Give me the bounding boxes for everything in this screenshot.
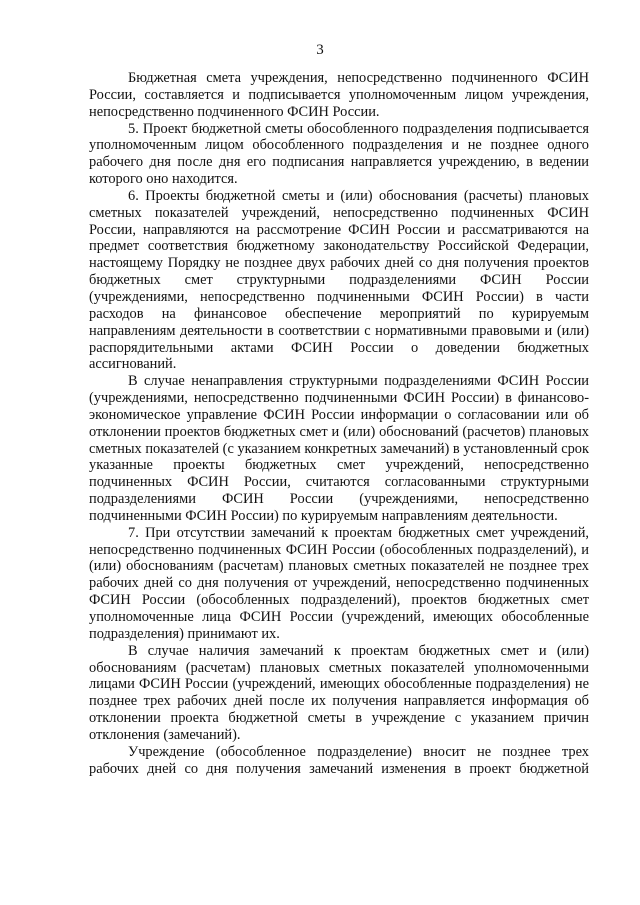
- paragraph-remarks-case: В случае наличия замечаний к проектам бюджетных смет и (или) обоснованиям (расчетам) плановых сметных показателей уполномоченными лицами ФСИН России (учреждений, имеющих обособленные подразделения) не позднее трех рабочих дней после их получения направляется информация об отклонении проекта бюджетной сметы в учреждение с указанием причин отклонения (замечаний).: [89, 642, 589, 743]
- paragraph-item-5: 5. Проект бюджетной сметы обособленного подразделения подписывается уполномоченным лицом обособленного подразделения и не позднее одного рабочего дня после дня его подписания направляется учреждению, в ведении которого оно находится.: [89, 120, 589, 188]
- page-number: 3: [316, 42, 324, 58]
- paragraph-item-6: 6. Проекты бюджетной сметы и (или) обоснования (расчеты) плановых сметных показателей учреждений, непосредственно подчиненных ФСИН России, направляются на рассмотрение ФСИН России и рассматриваются на предмет соответствия бюджетному законодательству Российской Федерации, настоящему Порядку не позднее двух рабочих дней со дня получения проектов бюджетных смет структурными подразделениями ФСИН России (учреждениями, непосредственно подчиненными ФСИН России) в части расходов на финансовое обеспечение мероприятий по курируемым направлениям деятельности в соответствии с нормативными правовыми и (или) распорядительными актами ФСИН России о доведении бюджетных ассигнований.: [89, 187, 589, 373]
- paragraph-institution-changes: Учреждение (обособленное подразделение) вносит не позднее трех рабочих дней со дня получения замечаний изменения в проект бюджетной: [89, 743, 589, 777]
- paragraph-non-submission-case: В случае ненаправления структурными подразделениями ФСИН России (учреждениями, непосредственно подчиненными ФСИН России) в финансово-экономическое управление ФСИН России информации о согласовании или об отклонении проектов бюджетных смет и (или) обоснований (расчетов) плановых сметных показателей (с указанием конкретных замечаний) в установленный срок указанные проекты бюджетных смет учреждений, непосредственно подчиненных ФСИН России, считаются согласованными структурными подразделениями ФСИН России (учреждениями, непосредственно подчиненными ФСИН России) по курируемым направлениям деятельности.: [89, 373, 589, 524]
- paragraph-budget-estimate-signing: Бюджетная смета учреждения, непосредственно подчиненного ФСИН России, составляется и подписывается уполномоченным лицом учреждения, непосредственно подчиненного ФСИН России.: [89, 70, 589, 120]
- paragraph-item-7: 7. При отсутствии замечаний к проектам бюджетных смет учреждений, непосредственно подчиненных ФСИН России (обособленных подразделений), и (или) обоснованиям (расчетам) плановых сметных показателей не позднее трех рабочих дней со дня получения от учреждений, непосредственно подчиненных ФСИН России (обособленных подразделений), проектов бюджетных смет уполномоченные лица ФСИН России (учреждений, имеющих обособленные подразделения) принимают их.: [89, 524, 589, 642]
- document-body: [89, 70, 589, 777]
